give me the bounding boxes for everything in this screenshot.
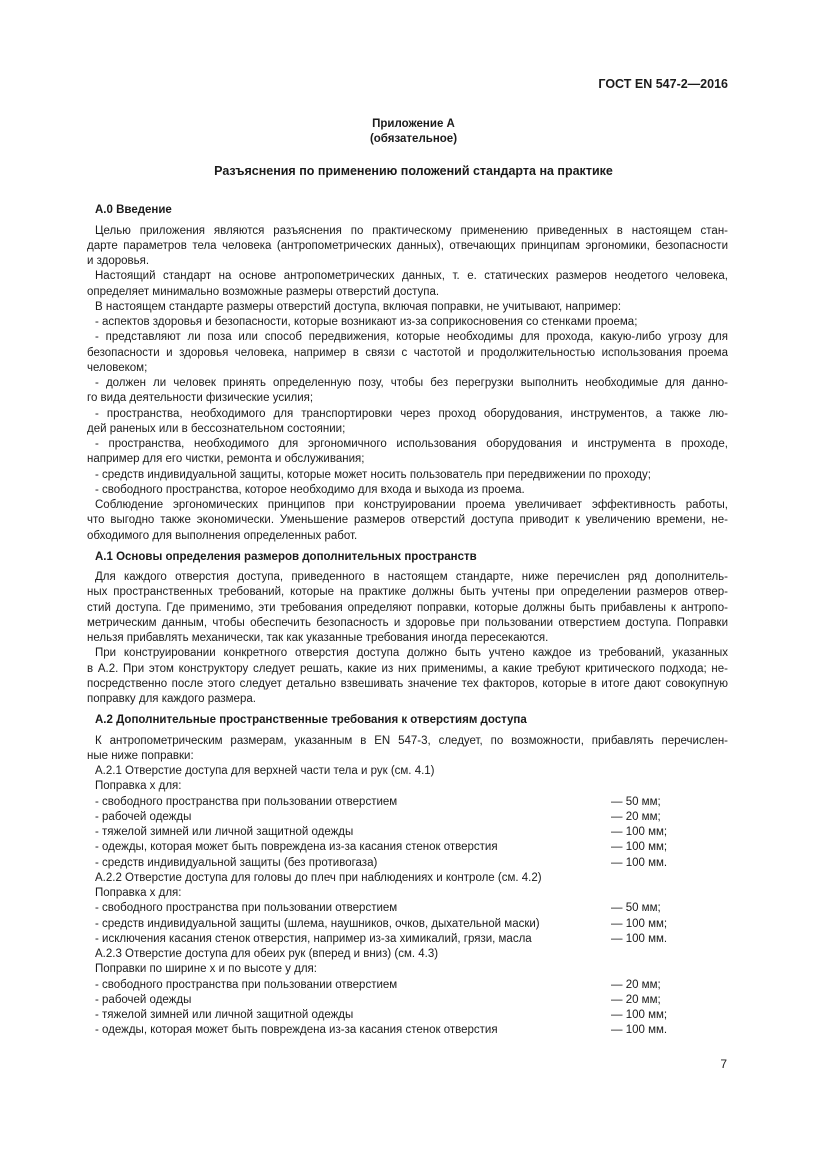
paragraph <box>87 468 728 483</box>
allowance-condition: - рабочей одежды <box>95 993 192 1006</box>
allowance-value: — 100 мм; <box>611 1009 668 1022</box>
subsection-title: А.2.1 Отверстие доступа для верхней части тела и рук (см. 4.1) <box>95 765 435 778</box>
allowance-subsection <box>87 947 728 1039</box>
allowance-item <box>87 825 728 840</box>
paragraph <box>87 224 728 270</box>
allowance-item <box>87 795 728 810</box>
annex-body <box>87 203 728 1038</box>
annex-section <box>87 713 728 1038</box>
text-line: - средств индивидуальной защиты, которые может носить пользователь при передвижении по проходу; <box>95 468 651 481</box>
allowance-value: — 50 мм; <box>611 902 661 915</box>
allowance-item <box>87 932 728 947</box>
paragraph <box>87 300 728 315</box>
paragraph <box>87 646 728 707</box>
allowance-item <box>87 993 728 1008</box>
paragraph <box>87 483 728 498</box>
paragraph <box>87 330 728 376</box>
annex-status: (обязательное) <box>369 133 458 146</box>
allowance-value: — 100 мм; <box>611 826 668 839</box>
allowance-value: — 100 мм. <box>611 1024 668 1037</box>
text-line: - аспектов здоровья и безопасности, которые возникают из-за соприкосновения со стенками проема; <box>95 316 638 329</box>
text-line: При конструировании конкретного отверстия доступа должно быть учтено каждое из требований, указанных <box>95 647 728 660</box>
allowance-value: — 20 мм; <box>611 978 661 991</box>
text-line: Целью приложения являются разъяснения по практическому применению приведенных в настоящем стан- <box>95 224 728 237</box>
text-line: К антропометрическим размерам, указанным в EN 547-3, следует, по возможности, прибавлять перечислен- <box>95 734 728 747</box>
text-line: Для каждого отверстия доступа, приведенного в настоящем стандарте, ниже перечислен ряд дополнитель- <box>95 571 728 584</box>
text-line: в А.2. При этом конструктору следует решать, какие из них применимы, а какие требуют критического подхода; не- <box>87 662 728 675</box>
allowance-intro: Поправка x для: <box>95 887 182 900</box>
allowance-value: — 100 мм; <box>611 841 668 854</box>
allowance-item <box>87 856 728 871</box>
allowance-condition: - средств индивидуальной защиты (шлема, наушников, очков, дыхательной маски) <box>95 917 540 930</box>
allowance-value: — 100 мм; <box>611 917 668 930</box>
text-line: безопасности и здоровья человека, например в связи с частотой и продолжительностью использования проема <box>87 346 728 359</box>
allowance-condition: - тяжелой зимней или личной защитной одежды <box>95 1009 354 1022</box>
annex-section <box>87 203 728 544</box>
allowance-condition: - одежды, которая может быть повреждена из-за касания стенок отверстия <box>95 1024 498 1037</box>
text-line: нельзя прибавлять механически, так как указанные требования иногда пересекаются. <box>87 632 549 645</box>
paragraph <box>87 315 728 330</box>
allowance-item <box>87 810 728 825</box>
subsection-title: А.2.2 Отверстие доступа для головы до плеч при наблюдениях и контроле (см. 4.2) <box>95 871 542 884</box>
text-line: го вида деятельности физические усилия; <box>87 392 314 405</box>
allowance-condition: - средств индивидуальной защиты (без противогаза) <box>95 856 378 869</box>
allowance-subsection <box>87 764 728 871</box>
annex-heading: Разъяснения по применению положений стандарта на практике <box>214 164 613 178</box>
section-heading: А.0 Введение <box>95 204 172 217</box>
allowance-value: — 100 мм. <box>611 856 668 869</box>
allowance-intro: Поправки по ширине x и по высоте y для: <box>95 963 317 976</box>
allowance-condition: - одежды, которая может быть повреждена из-за касания стенок отверстия <box>95 841 498 854</box>
allowance-condition: - исключения касания стенок отверстия, например из-за химикалий, грязи, масла <box>95 932 532 945</box>
text-line: метрическим данным, чтобы обеспечить безопасность и здоровье при пользовании отверстием доступа. Поправки <box>87 616 728 629</box>
text-line: посредственно после этого следует детально взвешивать значение тех факторов, которые в итоге дают совокупную <box>87 677 728 690</box>
section-heading: А.1 Основы определения размеров дополнительных пространств <box>95 550 477 563</box>
text-line: например для его чистки, ремонта и обслуживания; <box>87 453 365 466</box>
paragraph <box>87 498 728 544</box>
allowance-item <box>87 978 728 993</box>
text-line: стий доступа. Где применимо, эти требования определяют поправки, которые должны быть прибавлены к антропо- <box>87 601 728 614</box>
text-line: дарте параметров тела человека (антропометрических данных), отвечающих принципам эргономики, безопасности <box>87 239 728 252</box>
text-line: ные ниже поправки: <box>87 749 194 762</box>
paragraph <box>87 570 728 646</box>
allowance-item <box>87 840 728 855</box>
allowance-subsection <box>87 871 728 947</box>
paragraph <box>87 407 728 438</box>
allowance-item <box>87 1008 728 1023</box>
allowance-condition: - рабочей одежды <box>95 810 192 823</box>
allowance-item <box>87 917 728 932</box>
text-line: и здоровья. <box>87 255 150 268</box>
text-line: - пространства, необходимого для эргономичного использования оборудования и инструмента в проходе, <box>95 438 728 451</box>
allowance-value: — 100 мм. <box>611 932 668 945</box>
text-line: - представляют ли поза или способ передвижения, которые необходимы для прохода, какую-либо угрозу для <box>95 331 728 344</box>
allowance-condition: - свободного пространства при пользовании отверстием <box>95 795 398 808</box>
text-line: обходимого для выполнения определенных работ. <box>87 529 358 542</box>
paragraph <box>87 437 728 468</box>
text-line: Настоящий стандарт на основе антропометрических данных, т. е. статических размеров неодетого человека, <box>95 270 728 283</box>
text-line: - пространства, необходимого для транспортировки через проход оборудования, инструментов, а также лю- <box>95 407 728 420</box>
section-heading: А.2 Дополнительные пространственные требования к отверстиям доступа <box>95 714 527 727</box>
text-line: определяет минимально возможные размеры отверстий доступа. <box>87 285 440 298</box>
allowance-condition: - свободного пространства при пользовании отверстием <box>95 902 398 915</box>
paragraph <box>87 269 728 300</box>
allowance-item <box>87 901 728 916</box>
paragraph <box>87 734 728 765</box>
text-line: что выгодно также экономически. Уменьшение размеров отверстий доступа приводит к увеличению времени, не- <box>87 514 728 527</box>
page-number: 7 <box>720 1057 727 1071</box>
allowance-condition: - свободного пространства при пользовании отверстием <box>95 978 398 991</box>
text-line: - свободного пространства, которое необходимо для входа и выхода из проема. <box>95 483 525 496</box>
annex-title: Приложение А <box>372 118 455 131</box>
text-line: - должен ли человек принять определенную позу, чтобы без перегрузки выполнить необходимые для данно- <box>95 377 728 390</box>
allowance-value: — 20 мм; <box>611 993 661 1006</box>
allowance-item <box>87 1023 728 1038</box>
paragraph <box>87 376 728 407</box>
annex-section <box>87 550 728 708</box>
allowance-value: — 50 мм; <box>611 795 661 808</box>
text-line: В настоящем стандарте размеры отверстий доступа, включая поправки, не учитывают, например: <box>95 300 622 313</box>
allowance-condition: - тяжелой зимней или личной защитной одежды <box>95 826 354 839</box>
text-line: человеком; <box>87 361 148 374</box>
text-line: Соблюдение эргономических принципов при конструировании проема увеличивает эффективность работы, <box>95 499 728 512</box>
text-line: ных пространственных требований, которые на практике должны быть учтены при определении размеров отвер- <box>87 586 728 599</box>
document-code: ГОСТ EN 547-2—2016 <box>598 77 728 91</box>
text-line: дей раненых или в бессознательном состоянии; <box>87 422 346 435</box>
subsection-title: А.2.3 Отверстие доступа для обеих рук (вперед и вниз) (см. 4.3) <box>95 948 439 961</box>
allowance-value: — 20 мм; <box>611 810 661 823</box>
allowance-intro: Поправка x для: <box>95 780 182 793</box>
text-line: поправку для каждого размера. <box>87 693 256 706</box>
